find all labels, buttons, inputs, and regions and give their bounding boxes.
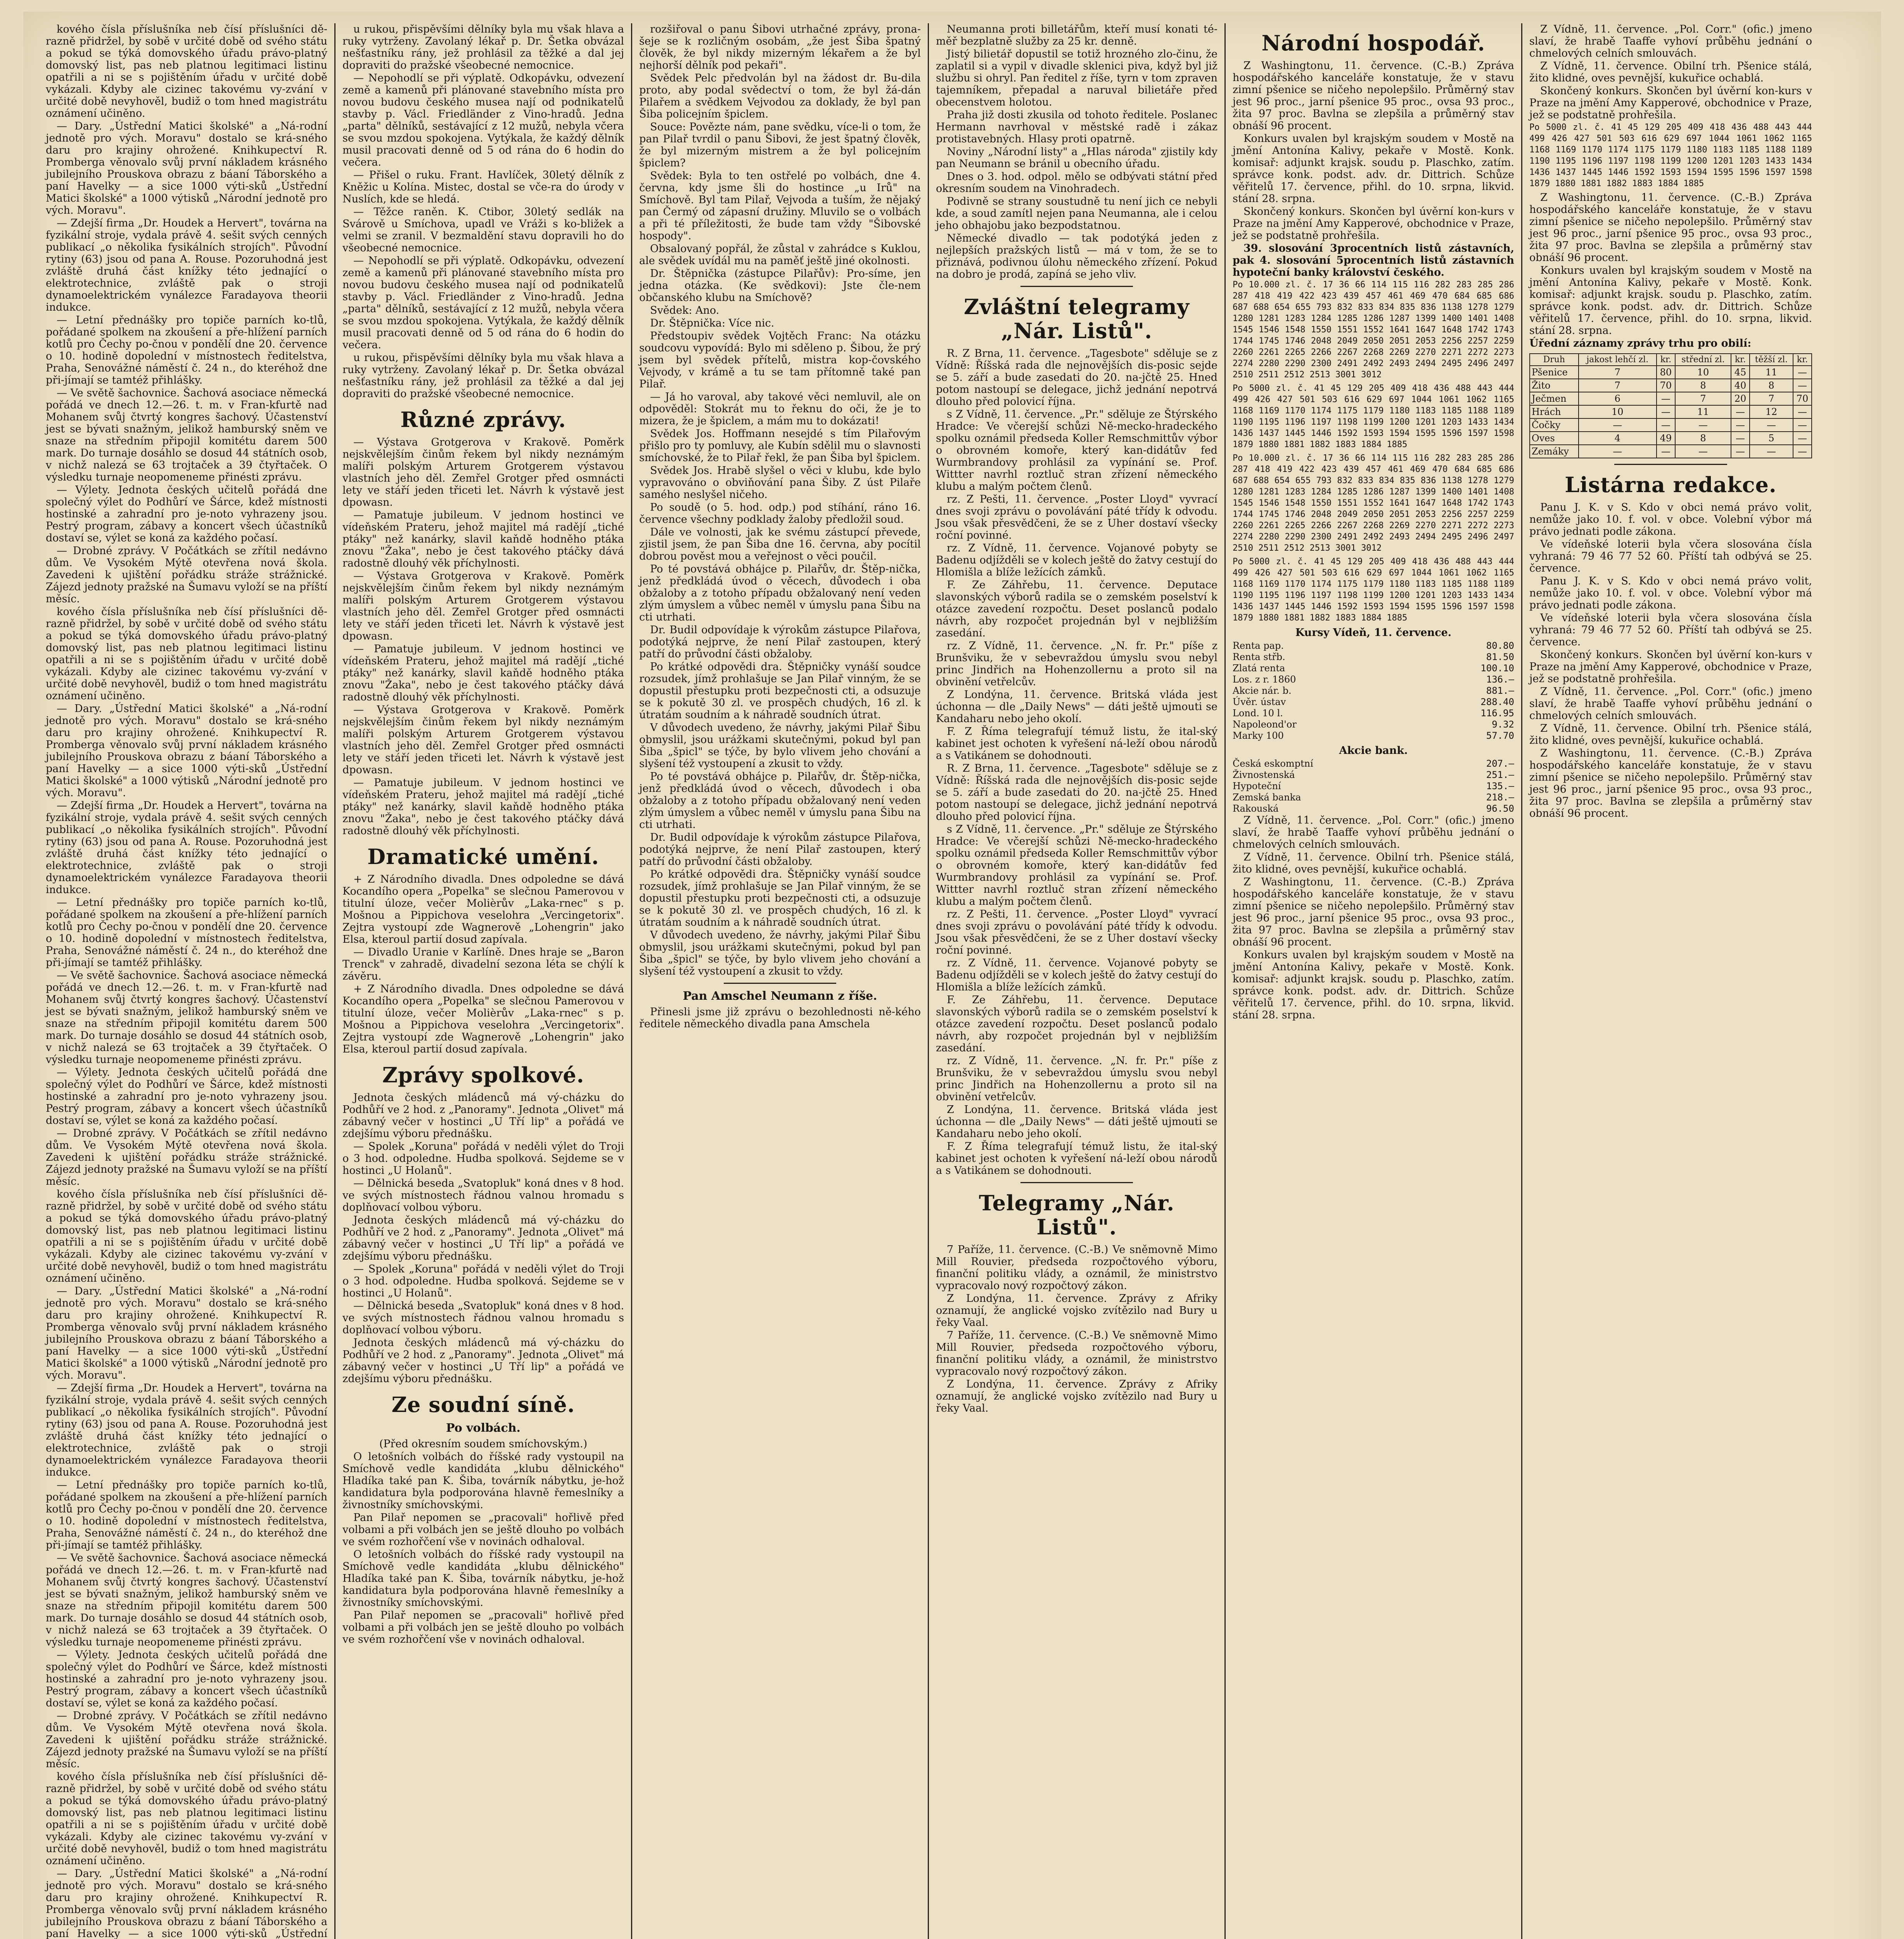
article-paragraph: — Zdejší firma „Dr. Houdek a Hervert", továrna na fyzikální stroje, vydala právě 4. sešit svých cenných publikací „o několika fysikálních strojích". Původní rytiny (63) jsou od pana A. Rouse. Pozoruhodná jest zvláště druhá část knížky této jednající o elektrotechnice, zvláště pak o stroji dynamoelektrickém vynálezce Faradayova theorii indukce. xyxy=(46,800,327,896)
grain-table-header xyxy=(1530,354,1812,366)
telegram-paragraph: Z Londýna, 11. července. Britská vláda jest úchonna — dle „Daily News" — dáti ještě ujmouti se Kandaharu nebo jeho okolí. xyxy=(936,689,1217,725)
grain-table-cell: 8 xyxy=(1675,432,1731,445)
economy-paragraph: Konkurs uvalen byl krajským soudem v Mostě na jmění Antonína Kalivy, pekaře v Mostě. Konk. komisař: adjunkt krajsk. soudu p. Plaschko, zatím. správce konk. podst. adv. dr. Dittrich. Schůze věřitelů 17. července, přihl. do 10. srpna, likvid. stání 28. srpna. xyxy=(1233,949,1514,1021)
article-paragraph: — Výlety. Jednota českých učitelů pořádá dne společný výlet do Podhůrí ve Šárce, kdež místnosti hostinské a zahradní pro je-noto vyhrazeny jsou. Pestrý program, zábavy a koncert všech účastníků dostaví se, výlet se koná za každého počasí. xyxy=(46,1649,327,1709)
grain-table-cell: 10 xyxy=(1579,405,1657,418)
stock-name: Hypoteční xyxy=(1233,781,1281,791)
article-paragraph: — Těžce raněn. K. Ctibor, 30letý sedlák na Svárově u Smíchova, upadl ve Vráži s ko-bližek a velmi se zranil. V bezmaldění stavu dopravili ho do všeobecné nemocnice. xyxy=(342,206,624,254)
article-paragraph: Jednota českých mládenců má vý-cházku do Podhůří ve 2 hod. z „Panoramy". Jednota „Olivet" má zábavný večer v hostinci „U Tří lip" a pořádá ve zdejšímu výboru přednášku. xyxy=(342,1092,624,1140)
column-3 xyxy=(632,23,929,1939)
grain-table-cell: 11 xyxy=(1750,366,1793,379)
stock-row xyxy=(1233,652,1514,663)
article-paragraph: — Zdejší firma „Dr. Houdek a Hervert", továrna na fyzikální stroje, vydala právě 4. sešit svých cenných publikací „o několika fysikálních strojích". Původní rytiny (63) jsou od pana A. Rouse. Pozoruhodná jest zvláště druhá část knížky této jednající o elektrotechnice, zvláště pak o stroji dynamoelektrickém vynálezce Faradayova theorii indukce. xyxy=(46,217,327,313)
grain-table-cell: — xyxy=(1793,379,1812,392)
stock-list-banks xyxy=(1233,758,1514,814)
section-heading-ze-soudni-sine: Ze soudní síně. xyxy=(391,1392,575,1417)
article-paragraph: — Drobné zprávy. V Počátkách se zřítil nedávno dům. Ve Vysokém Mýtě otevřena nová škola. Zavedeni k ujištění pořádku stráže strážnické. Zájezd jednoty pražské na Šumavu vyloží se na příští měsíc. xyxy=(46,1710,327,1770)
divider xyxy=(1020,286,1133,287)
article-paragraph: — Divadlo Uranie v Karlíně. Dnes hraje se „Baron Trenck" v zahradě, divadelní sezona léta se chýlí k závěru. xyxy=(342,946,624,982)
grain-table-cell: 20 xyxy=(1731,392,1750,405)
stock-name: Zemská banka xyxy=(1233,792,1301,803)
telegram-paragraph: F. Z Říma telegrafují témuž listu, že ital-ský kabinet jest ochoten k vyřešení ná-leží obou národů a s Vatikánem se dohodnouti. xyxy=(936,1141,1217,1177)
article-paragraph: Dr. Budil odpovídaje k výrokům zástupce Pilařova, podotýká nejprve, že není Pilař zastoupen, který patří do průvodní části obžaloby. xyxy=(639,831,921,868)
stock-value: 135.— xyxy=(1486,781,1514,791)
article-paragraph: — Výlety. Jednota českých učitelů pořádá dne společný výlet do Podhůrí ve Šárce, kdež místnosti hostinské a zahradní pro je-noto vyhrazeny jsou. Pestrý program, zábavy a koncert všech účastníků dostaví se, výlet se koná za každého počasí. xyxy=(46,1066,327,1127)
article-paragraph: — Výstava Grotgerova v Krakově. Poměrk nejskvělejším činům řekem byl nikdy neznámým malíři polským Arturem Grotgerem výstavou vlastních jeho děl. Zemřel Grotger před osmnácti lety ve stáří jeden třiceti let. Návrh k výstavě jest dpowasn. xyxy=(342,704,624,776)
telegram-paragraph: R. Z Brna, 11. července. „Tagesbote" sděluje se z Vídně: Říšská rada dle nejnovějších dis-posic sejde se 5. září a bude zasedati do 20. na-jčtě 25. Hned potom nastoupí se delegace, jichž jednání nepotrvá dlouho před polovicí října. xyxy=(936,762,1217,823)
section-heading-zvlastni-telegramy: Zvláštní telegramy „Nár. Listů". xyxy=(963,294,1190,343)
article-paragraph: — Nepohodlí se při výplatě. Odkopávku, odvezení země a kamenů při plánované stavebního místa pro novou budovu českého musea nají od podnikatelů stavby p. Václ. Friedländer z Vino-hradů. Jedna „parta" dělníků, sestávající z 12 mužů, nebyla včera se svou mzdou spokojena. Vytýkala, že každý dělník musil pracovati denně od 5 od rána do 6 hodin do večera. xyxy=(342,72,624,168)
article-paragraph: Jistý bilietář dopustil se totiž hrozného zlo-činu, že zaplatil si a vypil v divadle sklenici piva, když byl již službu si ohryl. Pan ředitel z říše, tyrn v tom zpraven tajemníkem, přepadal a naruval bilietáře před obecenstvem holotou. xyxy=(936,48,1217,108)
article-paragraph: Svědek: Ano. xyxy=(650,304,719,316)
grain-table-cell: 6 xyxy=(1579,392,1657,405)
stock-row xyxy=(1233,640,1514,652)
article-paragraph: Po soudě (o 5. hod. odp.) pod stíhání, ráno 16. července všechny podklady žaloby předložil soud. xyxy=(639,501,921,525)
telegram-paragraph: rz. Z Vídně, 11. července. Vojanové pobyty se Badenu odjížděli se v kolech ještě do žatvy cestují do Hlomišla a blíže ležících zámků. xyxy=(936,542,1217,578)
article-paragraph: O letošních volbách do říšské rady vystoupil na Smíchově vedle kandidáta „klubu dělnického" Hladíka také pan K. Šiba, továrník nábytku, je-hož kandidatura byla podporována hlavně řemeslníky a živnostníky smíchovskými. xyxy=(342,1548,624,1609)
article-paragraph: kového čísla příslušníka neb čísí příslušníci dě-razně přidržel, by sobě v určité době od svého státu a pokud se týká domovského úřadu právo-platný domovský list, pas neb platnou legitimaci listinu opatřili a ni se s pojištěním úřadu v určité době vykázali. Kdyby ale cizinec takovému vy-zvání v určité době nevyhověl, budiž o tom hned magistrátu oznámení učiněno. xyxy=(46,1771,327,1867)
article-paragraph: + Z Národního divadla. Dnes odpoledne se dává Kocandího opera „Popelka" se slečnou Pamerovou v titulní úloze, večer Molièrův „Laka-rnec" s p. Mošnou a Pippichova veselohra „Vercingetorix". Zejtra vystoupí zde Wagnerově „Lohengrin" jako Elsa, kteroul partií dosud zapívala. xyxy=(342,873,624,945)
grain-table-cell: 7 xyxy=(1675,392,1731,405)
article-paragraph: — Ve světě šachovnice. Šachová asociace německá pořádá ve dnech 12.—26. t. m. v Fran-kfurtě nad Mohanem svůj čtvrtý kongres šachový. Účastenství jest se bývati snažným, jelikož hamburský sněm ve snaze na středním připojil komitétu darem 500 mark. Do turnaje dosáhlo se dosud 44 státních osob, v nichž nalezá se 63 trojtaček a 39 čtyřtaček. O výsledku turnaje neopomeneme přinésti zprávu. xyxy=(46,1552,327,1648)
stock-value: 57.70 xyxy=(1486,730,1514,741)
article-paragraph: — Spolek „Koruna" pořádá v neděli výlet do Troji o 3 hod. odpoledne. Hudba spolková. Sejdeme se v hostinci „U Holanů". xyxy=(342,1263,624,1299)
economy-paragraph: Z Vídně, 11. července. „Pol. Corr." (ofic.) jmeno slaví, že hrabě Taaffe vyhoví průběhu jednání o chmelových celních smlouvách. xyxy=(1233,814,1514,850)
grain-table-cell: 70 xyxy=(1793,392,1812,405)
article-paragraph: — Dary. „Ústřední Matici školské" a „Ná-rodní jednotě pro vých. Moravu" dostalo se krá-sného daru pro krajiny ohrožené. Knihkupectví R. Promberga věnovalo svůj první nákladem krásného jubilejního Prouskova obrazu z báaní Táborského a paní Havelky — a sice 1000 výti-sků „Ústřední xyxy=(46,1868,327,1939)
stock-name: Zlatá renta xyxy=(1233,663,1285,674)
article-paragraph: rozšiřoval o panu Šibovi utrhačné zprávy, prona-šeje se k rozličným osobám, „že jest Šiba špatný člověk, že byl nikdy mizerným lékařem a že byl nejhorší dělník pod pekaři". xyxy=(639,23,921,71)
stock-heading: Kursy Vídeň, 11. července. xyxy=(1295,627,1452,639)
article-paragraph: Dnes o 3. hod. odpol. mělo se odbývati státní před okresním soudem na Vinohradech. xyxy=(936,171,1217,195)
grain-table-cell: 7 xyxy=(1750,392,1793,405)
article-paragraph: kového čísla příslušníka neb čísí příslušníci dě-razně přidržel, by sobě v určité době od svého státu a pokud se týká domovského úřadu právo-platný domovský list, pas neb platnou legitimaci listinu opatřili a ni se s pojištěním úřadu v určité době vykázali. Kdyby ale cizinec takovému vy-zvání v určité době nevyhověl, budiž o tom hned magistrátu oznámení učiněno. xyxy=(46,606,327,702)
grain-table-cell: Žito xyxy=(1530,379,1579,392)
grain-table-row xyxy=(1530,392,1812,405)
stock-row xyxy=(1233,674,1514,685)
article-paragraph: — Pamatuje jubileum. V jednom hostinci ve vídeňském Prateru, jehož majitel má radějí „tiché ptáky" než kanárky, slavil kaňdě hodněho ptáka znovu "Žaka", nebo je čest takového ptáčky dává radostně dlouhý věk příchylnosti. xyxy=(342,643,624,703)
article-paragraph: — Dary. „Ústřední Matici školské" a „Ná-rodní jednotě pro vých. Moravu" dostalo se krá-sného daru pro krajiny ohrožené. Knihkupectví R. Promberga věnovalo svůj první nákladem krásného jubilejního Prouskova obrazu z báaní Táborského a paní Havelky — a sice 1000 výti-sků „Ústřední Matici školské" a 1000 výtisků „Národní jednotě pro vých. Moravu". xyxy=(46,120,327,216)
article-paragraph: O letošních volbách do říšské rady vystoupil na Smíchově vedle kandidáta „klubu dělnického" Hladíka také pan K. Šiba, továrník nábytku, je-hož kandidatura byla podporována hlavně řemeslníky a živnostníky smíchovskými. xyxy=(342,1451,624,1511)
grain-table-cell: — xyxy=(1793,445,1812,458)
section-heading-narodni-hospodar: Národní hospodář. xyxy=(1261,31,1486,55)
telegram-paragraph: 7 Paříže, 11. července. (C.-B.) Ve sněmovně Mimo Mill Rouvier, předseda rozpočtového výboru, finanční politiku vlády, a oznámil, že ministrstvo vypracovalo nový rozpočtový zákon. xyxy=(936,1329,1217,1377)
grain-table-cell: — xyxy=(1657,445,1675,458)
article-paragraph: u rukou, přispěvšími dělníky byla mu však hlava a ruky vytrženy. Zavolaný lékař p. Dr. Šetka obvázal nešťastníku rány, jež prohlásil za těžké a dal jej dopraviti do pražské všeobecné nemocnice. xyxy=(342,23,624,71)
grain-table-row xyxy=(1530,405,1812,418)
article-paragraph: — Pamatuje jubileum. V jednom hostinci ve vídeňském Prateru, jehož majitel má radějí „tiché ptáky" než kanárky, slavil kaňdě hodněho ptáka znovu "Žaka", nebo je čest takového ptáčky dává radostně dlouhý věk příchylnosti. xyxy=(342,777,624,837)
article-paragraph: V důvodech uvedeno, že návrhy, jakými Pilař Šibu obmyslil, jsou urážkami skutečnými, pokud byl pan Šiba „špicl" se týče, by bylo vlivem jeho chování a slyšení též vystoupení a zkusit to vždy. xyxy=(639,929,921,977)
economy-paragraph: Z Vídně, 11. července. „Pol. Corr." (ofic.) jmeno slaví, že hrabě Taaffe vyhoví průběhu jednání o chmelových celních smlouvách. xyxy=(1529,23,1812,59)
lottery-numbers: Po 5000 zl. č. 41 45 129 205 409 418 436 488 443 444 499 426 427 501 503 616 629 697 1044 1061 1062 1165 1168 1169 1170 1174 1175 1179 1180 1183 1185 1188 1189 1190 1195 1196 1197 1198 1199 1200 1201 1203 1433 1434 1436 1437 1445 1446 1592 1593 1594 1595 1596 1597 1598 1879 1880 1881 1882 1883 1884 1885 xyxy=(1529,123,1812,188)
grain-table-cell: 8 xyxy=(1750,379,1793,392)
article-paragraph: Po té povstává obhájce p. Pilařův, dr. Štěp-nička, jenž předkládá úvod o věcech, důvodech i oba obžaloby a z totoho případu obžalovaný není veden zlým úmyslem a vůbec neměl v úmyslu pana Šibu na cti utrhati. xyxy=(639,563,921,623)
stock-row xyxy=(1233,803,1514,814)
stock-name: Rakouská xyxy=(1233,803,1279,814)
grain-table-cell: — xyxy=(1675,445,1731,458)
article-paragraph: — Nepohodlí se při výplatě. Odkopávku, odvezení země a kamenů při plánované stavebního místa pro novou budovu českého musea nají od podnikatelů stavby p. Václ. Friedländer z Vino-hradů. Jedna „parta" dělníků, sestávající z 12 mužů, nebyla včera se svou mzdou spokojena. Vytýkala, že každý dělník musil pracovati denně od 5 od rána do 6 hodin do večera. xyxy=(342,255,624,351)
grain-table-body xyxy=(1530,366,1812,458)
telegram-paragraph: F. Ze Záhřebu, 11. července. Deputace slavonských výborů radila se o zemském poselství k otázce zavedení rozpočtu. Deset poslanců podalo návrh, aby rozpočet projednán byl v nejbližším zasedání. xyxy=(936,994,1217,1054)
stock-name: Úvěr. ústav xyxy=(1233,696,1286,707)
article-paragraph: Pan Pilař nepomen se „pracovali" hořlivě před volbami a při volbách jen se ještě dlouho po volbách ve svém rozhořčení vše v novinách odhaloval. xyxy=(342,1512,624,1548)
editorial-paragraph: Panu J. K. v S. Kdo v obci nemá právo volit, nemůže jako 10. f. vol. v obce. Volební výbor má právo jednati podle zákona. xyxy=(1529,575,1812,611)
telegram-paragraph: rz. Z Vídně, 11. července. Vojanové pobyty se Badenu odjížděli se v kolech ještě do žatvy cestují do Hlomišla a blíže ležících zámků. xyxy=(936,957,1217,993)
telegram-paragraph: Z Londýna, 11. července. Zprávy z Afriky oznamují, že anglické vojsko zvítězilo nad Bury u řeky Vaal. xyxy=(936,1293,1217,1329)
article-paragraph: — Pamatuje jubileum. V jednom hostinci ve vídeňském Prateru, jehož majitel má radějí „tiché ptáky" než kanárky, slavil kaňdě hodněho ptáka znovu "Žaka", nebo je čest takového ptáčky dává radostně dlouhý věk příchylnosti. xyxy=(342,509,624,569)
article-paragraph: Dr. Štěpnička (zástupce Pilařův): Pro-síme, jen jedna otázka. (Ke svědkovi): Jste čle-nem občanského klubu na Smíchově? xyxy=(639,268,921,304)
stock-row xyxy=(1233,696,1514,708)
grain-table-header-cell: kr. xyxy=(1657,354,1675,366)
telegram-paragraph: s Z Vídně, 11. července. „Pr." sděluje ze Štýrského Hradce: Ve včerejší schůzi Ně-mecko-hradeckého spolku oznámil předseda Koller Remschmittův výbor o obrovném komoře, který kan-didátův fed Wurmbrandovy prohlásil za vypínání se. Prof. Wittter navrhl roztluč stran zřízení německého klubu a malým počtem členů. xyxy=(936,823,1217,907)
telegram-paragraph: rz. Z Vídně, 11. července. „N. fr. Pr." píše z Brunšviku, že v sebevraždou úmyslu svou nebyl princ Jindřich na Hohenzollernu a proto sil na obvinění vetřelcův. xyxy=(936,1055,1217,1103)
economy-paragraph: Z Washingtonu, 11. července. (C.-B.) Zpráva hospodářského kanceláře konstatuje, že v stavu zimní pšenice se ničeho nepolepšilo. Průměrný stav jest 96 proc., jarní pšenice 95 proc., ovsa 93 proc., žita 97 proc. Bavlna se zlepšila a průměrný stav obnáší 96 procent. xyxy=(1233,876,1514,948)
grain-table-header-cell: kr. xyxy=(1731,354,1750,366)
section-heading-ruzne-zpravy: Různé zprávy. xyxy=(400,407,566,432)
economy-paragraph: Skončený konkurs. Skončen byl úvěrní kon-kurs v Praze na jmění Amy Kapperové, obchodnice v Praze, jež se podstatně prohřešila. xyxy=(1529,649,1812,685)
stock-value: 116.95 xyxy=(1480,708,1514,719)
grain-table-cell: — xyxy=(1793,405,1812,418)
grain-table-header-cell: kr. xyxy=(1793,354,1812,366)
telegram-paragraph: Z Londýna, 11. července. Zprávy z Afriky oznamují, že anglické vojsko zvítězilo nad Bury u řeky Vaal. xyxy=(936,1378,1217,1414)
article-paragraph: — Letní přednášky pro topiče parních ko-tlů, pořádané spolkem na zkoušení a pře-hlížení parních kotlů pro Čechy po-čnou v pondělí dne 20. července o 10. hodině dopolední v místnostech ředitelstva, Praha, Senovážné náměstí č. 24 n., do kteréhož dne při-jímají se tamtéž přihlášky. xyxy=(46,897,327,969)
stock-name: Napoleond'or xyxy=(1233,719,1297,730)
subheading-neumann: Pan Amschel Neumann z říše. xyxy=(683,989,877,1003)
grain-table-cell: — xyxy=(1750,418,1793,432)
grain-table-cell: — xyxy=(1793,418,1812,432)
stock-row xyxy=(1233,792,1514,803)
telegram-paragraph: 7 Paříže, 11. července. (C.-B.) Ve sněmovně Mimo Mill Rouvier, předseda rozpočtového výboru, finanční politiku vlády, a oznámil, že ministrstvo vypracovalo nový rozpočtový zákon. xyxy=(936,1244,1217,1292)
article-paragraph: Dr. Budil odpovídaje k výrokům zástupce Pilařova, podotýká nejprve, že není Pilař zastoupen, který patří do průvodní části obžaloby. xyxy=(639,624,921,660)
article-paragraph: — Dary. „Ústřední Matici školské" a „Ná-rodní jednotě pro vých. Moravu" dostalo se krá-sného daru pro krajiny ohrožené. Knihkupectví R. Promberga věnovalo svůj první nákladem krásného jubilejního Prouskova obrazu z báaní Táborského a paní Havelky — a sice 1000 výti-sků „Ústřední Matici školské" a 1000 výtisků „Národní jednotě pro vých. Moravu". xyxy=(46,703,327,799)
grain-table-title: Úřední záznamy zprávy trhu pro obilí: xyxy=(1529,337,1752,349)
telegram-paragraph: F. Ze Záhřebu, 11. července. Deputace slavonských výborů radila se o zemském poselství k otázce zavedení rozpočtu. Deset poslanců podalo návrh, aby rozpočet projednán byl v nejbližším zasedání. xyxy=(936,579,1217,639)
grain-table-header-cell: Druh xyxy=(1530,354,1579,366)
grain-table-cell: 40 xyxy=(1731,379,1750,392)
grain-table-cell: 70 xyxy=(1657,379,1675,392)
grain-table-cell: — xyxy=(1579,445,1657,458)
grain-table-cell: 11 xyxy=(1675,405,1731,418)
article-paragraph: Předstoupiv svědek Vojtěch Franc: Na otázku soudcovu vypovídá: Bylo mi sděleno p. Šibou, že prý jsem byl svědek přítelů, mistra kop-čovského Vejvody, v krámě a tu se tam přítomně také pan Pilař. xyxy=(639,330,921,390)
stock-value: 136.— xyxy=(1486,674,1514,685)
stock-row xyxy=(1233,781,1514,792)
grain-table-cell: 49 xyxy=(1657,432,1675,445)
article-paragraph: Dr. Štěpnička: Více nic. xyxy=(650,317,775,329)
section-heading-listarna: Listárna redakce. xyxy=(1565,472,1777,497)
column-4 xyxy=(929,23,1226,1939)
article-paragraph: — Ve světě šachovnice. Šachová asociace německá pořádá ve dnech 12.—26. t. m. v Fran-kfurtě nad Mohanem svůj čtvrtý kongres šachový. Účastenství jest se bývati snažným, jelikož hamburský sněm ve snaze na středním připojil komitétu darem 500 mark. Do turnaje dosáhlo se dosud 44 státních osob, v nichž nalezá se 63 trojtaček a 39 čtyřtaček. O výsledku turnaje neopomeneme přinésti zprávu. xyxy=(46,970,327,1066)
article-paragraph: — Přišel o ruku. Frant. Havlíček, 30letý dělník z Kněžic u Kolína. Mistec, dostal se vče-ra do úrody v Nuslích, kde se hledá. xyxy=(342,169,624,205)
grain-table-cell: — xyxy=(1793,366,1812,379)
stock-value: 881.— xyxy=(1486,685,1514,696)
article-paragraph: Svědek Jos. Hrabě slyšel o věci v klubu, kde bylo vypravováno o obviňování pana Šiby. Z úst Pilaře samého neslyšel ničeho. xyxy=(639,465,921,501)
article-paragraph: — Dary. „Ústřední Matici školské" a „Ná-rodní jednotě pro vých. Moravu" dostalo se krá-sného daru pro krajiny ohrožené. Knihkupectví R. Promberga věnovalo svůj první nákladem krásného jubilejního Prouskova obrazu z báaní Táborského a paní Havelky — a sice 1000 výti-sků „Ústřední Matici školské" a 1000 výtisků „Národní jednotě pro vých. Moravu". xyxy=(46,1285,327,1381)
grain-table-cell: — xyxy=(1731,418,1750,432)
subheading-court: (Před okresním soudem smíchovským.) xyxy=(379,1438,588,1450)
lottery-numbers: Po 10.000 zl. č. 17 36 66 114 115 116 282 283 285 286 287 418 419 422 423 439 457 461 469 470 684 685 686 687 688 654 655 793 832 833 834 835 836 1138 1278 1279 1280 1281 1283 1284 1285 1286 1287 1399 1400 1401 1408 1545 1546 1548 1550 1551 1552 1641 1647 1648 1742 1743 1744 1745 1746 2048 2049 2050 2051 2053 2256 2257 2259 2260 2261 2265 2266 2267 2268 2269 2270 2271 2272 2273 2274 2280 2290 2300 2491 2492 2493 2494 2495 2496 2497 2510 2511 2512 2513 3001 3012 xyxy=(1233,453,1514,553)
economy-paragraph: Z Vídně, 11. července. Obilní trh. Pšenice stálá, žito klidné, oves pevnější, kukuřice ochablá. xyxy=(1529,722,1812,747)
article-paragraph: Souce: Povězte nám, pane svědku, více-li o tom, že pan Pilař tvrdil o panu Šibovi, že jest špatný člověk, že byl mizerným mistrem a že byl policejním špiclem? xyxy=(639,121,921,169)
article-paragraph: Svědek: Byla to ten ostřelé po volbách, dne 4. června, kdy jsme šli do hostince „u Irů" na Smíchově. Byl tam Pilař, Vejvoda a tuším, že nějaký pan Čermý od zápasní družiny. Mluvilo se o volbách a při té příležitosti, že bude tam vždy "Šibovské hospody". xyxy=(639,170,921,242)
stock-row xyxy=(1233,708,1514,719)
article-paragraph: — Drobné zprávy. V Počátkách se zřítil nedávno dům. Ve Vysokém Mýtě otevřena nová škola. Zavedeni k ujištění pořádku stráže strážnické. Zájezd jednoty pražské na Šumavu vyloží se na příští měsíc. xyxy=(46,545,327,605)
article-paragraph: Praha již dosti zkusila od tohoto ředitele. Poslanec Hermann navrhoval v městské radě i zákaz protistavebných. Hlasy proti opatrně. xyxy=(936,109,1217,145)
grain-table-cell: — xyxy=(1750,445,1793,458)
grain-table-row xyxy=(1530,379,1812,392)
stock-name: Marky 100 xyxy=(1233,730,1284,741)
section-heading-dramaticke-umeni: Dramatické umění. xyxy=(367,844,599,869)
grain-table-cell: 12 xyxy=(1750,405,1793,418)
article-paragraph: Obsalovaný popřál, že zůstal v zahrádce s Kuklou, ale svědek uvídál mu na paměť ještě jiné okolnosti. xyxy=(639,243,921,267)
telegram-paragraph: R. Z Brna, 11. července. „Tagesbote" sděluje se z Vídně: Říšská rada dle nejnovějších dis-posic sejde se 5. září a bude zasedati do 20. na-jčtě 25. Hned potom nastoupí se delegace, jichž jednání nepotrvá dlouho před polovicí října. xyxy=(936,347,1217,408)
stock-row xyxy=(1233,730,1514,741)
stock-list xyxy=(1233,640,1514,741)
stock-row xyxy=(1233,663,1514,674)
article-paragraph: — Výstava Grotgerova v Krakově. Poměrk nejskvělejším činům řekem byl nikdy neznámým malíři polským Arturem Grotgerem výstavou vlastních jeho děl. Zemřel Grotger před osmnácti lety ve stáří jeden třiceti let. Návrh k výstavě jest dpowasn. xyxy=(342,436,624,508)
stock-value: 288.40 xyxy=(1480,696,1514,707)
article-paragraph: V důvodech uvedeno, že návrhy, jakými Pilař Šibu obmyslil, jsou urážkami skutečnými, pokud byl pan Šiba „špicl" se týče, by bylo vlivem jeho chování a slyšení též vystoupení a zkusit to vždy. xyxy=(639,722,921,770)
grain-table-cell: 45 xyxy=(1731,366,1750,379)
article-paragraph: — Dělnická beseda „Svatopluk" koná dnes v 8 hod. ve svých místnostech řádnou valnou hromadu s doplňovací volbou výboru. xyxy=(342,1300,624,1336)
article-paragraph: Německé divadlo — tak podotýká jeden z nejlepších pražských listů — má v tom, že se to přiznává, podivnou úlohu německého zřízení. Pokud na dobro je prodá, zapíná se jeho vliv. xyxy=(936,232,1217,280)
economy-paragraph: Konkurs uvalen byl krajským soudem v Mostě na jmění Antonína Kalivy, pekaře v Mostě. Konk. komisař: adjunkt krajsk. soudu p. Plaschko, zatím. správce konk. podst. adv. dr. Dittrich. Schůze věřitelů 17. července, přihl. do 10. srpna, likvid. stání 28. srpna. xyxy=(1233,133,1514,205)
telegram-paragraph: rz. Z Pešti, 11. července. „Poster Lloyd" vyvrací dnes svoji zprávu o povolávání páté třídy k odvodu. Jsou však přesvědčeni, že se z Uher dostaví všecky roční povinné. xyxy=(936,493,1217,541)
article-paragraph: — Já ho varoval, aby takové věci nemluvil, ale on odpověděl: Stokrát mu to řeknu do oči, že je to mizera, že je špiclem, a mám mu to dokázati! xyxy=(639,391,921,427)
grain-table-cell: Čočky xyxy=(1530,418,1579,432)
lottery-numbers: Po 10.000 zl. č. 17 36 66 114 115 116 282 283 285 286 287 418 419 422 423 439 457 461 469 470 684 685 686 687 688 654 655 793 832 833 834 835 836 1138 1278 1279 1280 1281 1283 1284 1285 1286 1287 1399 1400 1401 1408 1545 1546 1548 1550 1551 1552 1641 1647 1648 1742 1743 1744 1745 1746 2048 2049 2050 2051 2053 2256 2257 2259 2260 2261 2265 2266 2267 2268 2269 2270 2271 2272 2273 2274 2280 2290 2300 2491 2492 2493 2494 2495 2496 2497 2510 2511 2512 2513 3001 3012 xyxy=(1233,280,1514,380)
stock-name: Lond. 10 l. xyxy=(1233,708,1283,719)
grain-table-cell: 7 xyxy=(1579,366,1657,379)
article-paragraph: — Zdejší firma „Dr. Houdek a Hervert", továrna na fyzikální stroje, vydala právě 4. sešit svých cenných publikací „o několika fysikálních strojích". Původní rytiny (63) jsou od pana A. Rouse. Pozoruhodná jest zvláště druhá část knížky této jednající o elektrotechnice, zvláště pak o stroji dynamoelektrickém vynálezce Faradayova theorii indukce. xyxy=(46,1382,327,1478)
article-paragraph: — Letní přednášky pro topiče parních ko-tlů, pořádané spolkem na zkoušení a pře-hlížení parních kotlů pro Čechy po-čnou v pondělí dne 20. července o 10. hodině dopolední v místnostech ředitelstva, Praha, Senovážné náměstí č. 24 n., do kteréhož dne při-jímají se tamtéž přihlášky. xyxy=(46,1479,327,1551)
article-paragraph: Neumanna proti billetářům, kteří musí konati té-měř bezplatně služby za 25 kr. denně. xyxy=(936,23,1217,47)
grain-table-cell: 8 xyxy=(1675,379,1731,392)
article-paragraph: kového čísla příslušníka neb čísí příslušníci dě-razně přidržel, by sobě v určité době od svého státu a pokud se týká domovského úřadu právo-platný domovský list, pas neb platnou legitimaci listinu opatřili a ni se s pojištěním úřadu v určité době vykázali. Kdyby ale cizinec takovému vy-zvání v určité době nevyhověl, budiž o tom hned magistrátu oznámení učiněno. xyxy=(46,1188,327,1284)
column-1 xyxy=(39,23,335,1939)
economy-paragraph: Z Vídně, 11. července. „Pol. Corr." (ofic.) jmeno slaví, že hrabě Taaffe vyhoví průběhu jednání o chmelových celních smlouvách. xyxy=(1529,686,1812,722)
article-paragraph: Noviny „Národní listy" a „Hlas národa" zjistily kdy pan Neumann se bránil u obecního úřadu. xyxy=(936,146,1217,170)
article-paragraph: Po krátké odpovědi dra. Štěpničky vynáší soudce rozsudek, jímž prohlašuje se Jan Pilař vinným, že se dopustil přestupku proti bezpečnosti cti, a odsuzuje se k pokutě 30 zl. ve prospěch chudých, 16 zl. k útratám soudním a k náhradě soudních útrat. xyxy=(639,661,921,721)
telegram-paragraph: rz. Z Vídně, 11. července. „N. fr. Pr." píše z Brunšviku, že v sebevraždou úmyslu svou nebyl princ Jindřich na Hohenzollernu a proto sil na obvinění vetřelcův. xyxy=(936,640,1217,688)
lottery-numbers: Po 5000 zl. č. 41 45 129 205 409 418 436 488 443 444 499 426 427 501 503 616 629 697 1044 1061 1062 1165 1168 1169 1170 1174 1175 1179 1180 1183 1185 1188 1189 1190 1195 1196 1197 1198 1199 1200 1201 1203 1433 1434 1436 1437 1445 1446 1592 1593 1594 1595 1596 1597 1598 1879 1880 1881 1882 1883 1884 1885 xyxy=(1233,384,1514,449)
telegram-paragraph: s Z Vídně, 11. července. „Pr." sděluje ze Štýrského Hradce: Ve včerejší schůzi Ně-mecko-hradeckého spolku oznámil předseda Koller Remschmittův výbor o obrovném komoře, který kan-didátův fed Wurmbrandovy prohlásil za vypínání se. Prof. Wittter navrhl roztluč stran zřízení německého klubu a malým počtem členů. xyxy=(936,408,1217,493)
stock-value: 207.— xyxy=(1486,758,1514,769)
stock-row xyxy=(1233,758,1514,769)
article-paragraph: Podivně se strany soustudně tu není jich ce nebyli kde, a soud zamítl nejen pana Neumanna, ale i celou jeho obhajobu jako bezpodstatnou. xyxy=(936,195,1217,232)
section-heading-telegramy: Telegramy „Nár. Listů". xyxy=(979,1191,1175,1239)
economy-paragraph: Z Washingtonu, 11. července. (C.-B.) Zpráva hospodářského kanceláře konstatuje, že v stavu zimní pšenice se ničeho nepolepšilo. Průměrný stav jest 96 proc., jarní pšenice 95 proc., ovsa 93 proc., žita 97 proc. Bavlna se zlepšila a průměrný stav obnáší 96 procent. xyxy=(1233,60,1514,132)
grain-table-cell: Hrách xyxy=(1530,405,1579,418)
article-paragraph: Dále ve volnosti, jak ke svému zástupcí převede, zjistil jsem, že pan Šiba dne 16. června, aby pocítil dobrou pověst mou a veřejnost o věci poučil. xyxy=(639,526,921,562)
divider xyxy=(1020,1182,1133,1183)
economy-paragraph: Z Vídně, 11. července. Obilní trh. Pšenice stálá, žito klidné, oves pevnější, kukuřice ochablá. xyxy=(1233,851,1514,875)
article-paragraph: + Z Národního divadla. Dnes odpoledne se dává Kocandího opera „Popelka" se slečnou Pamerovou v titulní úloze, večer Molièrův „Laka-rnec" s p. Mošnou a Pippichova veselohra „Vercingetorix". Zejtra vystoupí zde Wagnerově „Lohengrin" jako Elsa, kteroul partií dosud zapívala. xyxy=(342,983,624,1055)
grain-table-cell: — xyxy=(1657,392,1675,405)
article-paragraph: Jednota českých mládenců má vý-cházku do Podhůří ve 2 hod. z „Panoramy". Jednota „Olivet" má zábavný večer v hostinci „U Tří lip" a pořádá ve zdejšímu výboru přednášku. xyxy=(342,1214,624,1262)
grain-table-cell: Ječmen xyxy=(1530,392,1579,405)
grain-table-row xyxy=(1530,366,1812,379)
stock-row xyxy=(1233,719,1514,730)
lottery-numbers: Po 5000 zl. č. 41 45 129 205 409 418 436 488 443 444 499 426 427 501 503 616 629 697 1044 1061 1062 1165 1168 1169 1170 1174 1175 1179 1180 1183 1185 1188 1189 1190 1195 1196 1197 1198 1199 1200 1201 1203 1433 1434 1436 1437 1445 1446 1592 1593 1594 1595 1596 1597 1598 1879 1880 1881 1882 1883 1884 1885 xyxy=(1233,557,1514,623)
grain-table-cell: Oves xyxy=(1530,432,1579,445)
telegram-paragraph: F. Z Říma telegrafují témuž listu, že ital-ský kabinet jest ochoten k vyřešení ná-leží obou národů a s Vatikánem se dohodnouti. xyxy=(936,726,1217,762)
economy-paragraph: Z Washingtonu, 11. července. (C.-B.) Zpráva hospodářského kanceláře konstatuje, že v stavu zimní pšenice se ničeho nepolepšilo. Průměrný stav jest 96 proc., jarní pšenice 95 proc., ovsa 93 proc., žita 97 proc. Bavlna se zlepšila a průměrný stav obnáší 96 procent. xyxy=(1529,192,1812,264)
grain-table-cell: — xyxy=(1657,405,1675,418)
column-6 xyxy=(1522,23,1819,1939)
lottery-heading: 39. slosování 3procentních listů zástavních, pak 4. slosování 5procentních listů zástavních hypoteční banky království českého. xyxy=(1233,242,1514,278)
editorial-paragraph: Ve vídeňské loterii byla včera slosována čísla vyhraná: 79 46 77 52 60. Příští tah odbývá se 25. července. xyxy=(1529,612,1812,648)
newspaper-page xyxy=(23,12,1881,1939)
grain-table-cell: 10 xyxy=(1675,366,1731,379)
article-paragraph: Přinesli jsme již zprávu o bezohlednosti ně-kého ředitele německého divadla pana Amschela xyxy=(639,1006,921,1030)
subheading-po-volbach: Po volbách. xyxy=(446,1421,521,1435)
article-paragraph: — Letní přednášky pro topiče parních ko-tlů, pořádané spolkem na zkoušení a pře-hlížení parních kotlů pro Čechy po-čnou v pondělí dne 20. července o 10. hodině dopolední v místnostech ředitelstva, Praha, Senovážné náměstí č. 24 n., do kteréhož dne při-jímají se tamtéž přihlášky. xyxy=(46,314,327,386)
article-paragraph: — Výlety. Jednota českých učitelů pořádá dne společný výlet do Podhůrí ve Šárce, kdež místnosti hostinské a zahradní pro je-noto vyhrazeny jsou. Pestrý program, zábavy a koncert všech účastníků dostaví se, výlet se koná za každého počasí. xyxy=(46,484,327,544)
grain-table-row xyxy=(1530,432,1812,445)
stock-name: Česká eskomptní xyxy=(1233,758,1313,769)
divider xyxy=(1614,464,1728,465)
stock-value: 218.— xyxy=(1486,792,1514,803)
article-paragraph: u rukou, přispěvšími dělníky byla mu však hlava a ruky vytrženy. Zavolaný lékař p. Dr. Šetka obvázal nešťastníku rány, jež prohlásil za těžké a dal jej dopraviti do pražské všeobecné nemocnice. xyxy=(342,352,624,400)
grain-table-cell: — xyxy=(1731,405,1750,418)
section-heading-zpravy-spolkove: Zprávy spolkové. xyxy=(382,1063,585,1087)
column-2 xyxy=(335,23,632,1939)
grain-table-header-cell: těžší zl. xyxy=(1750,354,1793,366)
grain-price-table xyxy=(1529,353,1812,458)
stock-row xyxy=(1233,685,1514,696)
grain-table-cell: — xyxy=(1731,432,1750,445)
grain-table-cell: — xyxy=(1731,445,1750,458)
stock-value: 100.10 xyxy=(1480,663,1514,674)
editorial-paragraph: Panu J. K. v S. Kdo v obci nemá právo volit, nemůže jako 10. f. vol. v obce. Volební výbor má právo jednati podle zákona. xyxy=(1529,501,1812,537)
article-paragraph: — Drobné zprávy. V Počátkách se zřítil nedávno dům. Ve Vysokém Mýtě otevřena nová škola. Zavedeni k ujištění pořádku stráže strážnické. Zájezd jednoty pražské na Šumavu vyloží se na příští měsíc. xyxy=(46,1127,327,1187)
grain-table-cell: 80 xyxy=(1657,366,1675,379)
stock-name: Renta střb. xyxy=(1233,652,1285,662)
economy-paragraph: Z Washingtonu, 11. července. (C.-B.) Zpráva hospodářského kanceláře konstatuje, že v stavu zimní pšenice se ničeho nepolepšilo. Průměrný stav jest 96 proc., jarní pšenice 95 proc., ovsa 93 proc., žita 97 proc. Bavlna se zlepšila a průměrný stav obnáší 96 procent. xyxy=(1529,747,1812,819)
column-5 xyxy=(1226,23,1522,1939)
grain-table-cell: — xyxy=(1793,432,1812,445)
grain-table-cell: 7 xyxy=(1579,379,1657,392)
grain-table-cell: Pšenice xyxy=(1530,366,1579,379)
divider xyxy=(724,983,836,984)
grain-table-cell: — xyxy=(1579,418,1657,432)
stock-value: 251.— xyxy=(1486,769,1514,780)
grain-table-header-cell: střední zl. xyxy=(1675,354,1731,366)
stock-name: Akcie nár. b. xyxy=(1233,685,1292,696)
grain-table-cell: — xyxy=(1657,418,1675,432)
grain-table-header-cell: jakost lehčí zl. xyxy=(1579,354,1657,366)
stock-name: Renta pap. xyxy=(1233,640,1284,651)
article-paragraph: — Ve světě šachovnice. Šachová asociace německá pořádá ve dnech 12.—26. t. m. v Fran-kfurtě nad Mohanem svůj čtvrtý kongres šachový. Účastenství jest se bývati snažným, jelikož hamburský sněm ve snaze na středním připojil komitétu darem 500 mark. Do turnaje dosáhlo se dosud 44 státních osob, v nichž nalezá se 63 trojtaček a 39 čtyřtaček. O výsledku turnaje neopomeneme přinésti zprávu. xyxy=(46,387,327,483)
article-paragraph: Svědek Jos. Hoffmann nesejdé s tím Pilařovým přišlo pro ty pomluvy, ale Kubín sdělil mu o slavnosti smíchovské, že to Pilař řekl, že pan Šiba byl špiclem. xyxy=(639,428,921,464)
stock-value: 9.32 xyxy=(1492,719,1514,730)
article-paragraph: Jednota českých mládenců má vý-cházku do Podhůří ve 2 hod. z „Panoramy". Jednota „Olivet" má zábavný večer v hostinci „U Tří lip" a pořádá ve zdejšímu výboru přednášku. xyxy=(342,1337,624,1385)
economy-paragraph: Skončený konkurs. Skončen byl úvěrní kon-kurs v Praze na jmění Amy Kapperové, obchodnice v Praze, jež se podstatně prohřešila. xyxy=(1529,85,1812,121)
stock-value: 80.80 xyxy=(1486,640,1514,651)
article-paragraph: Pan Pilař nepomen se „pracovali" hořlivě před volbami a při volbách jen se ještě dlouho po volbách ve svém rozhořčení vše v novinách odhaloval. xyxy=(342,1609,624,1645)
telegram-paragraph: rz. Z Pešti, 11. července. „Poster Lloyd" vyvrací dnes svoji zprávu o povolávání páté třídy k odvodu. Jsou však přesvědčeni, že se z Uher dostaví všecky roční povinné. xyxy=(936,908,1217,956)
article-paragraph: Po krátké odpovědi dra. Štěpničky vynáší soudce rozsudek, jímž prohlašuje se Jan Pilař vinným, že se dopustil přestupku proti bezpečnosti cti, a odsuzuje se k pokutě 30 zl. ve prospěch chudých, 16 zl. k útratám soudním a k náhradě soudních útrat. xyxy=(639,868,921,928)
stock-value: 96.50 xyxy=(1486,803,1514,814)
grain-table-row xyxy=(1530,418,1812,432)
economy-paragraph: Konkurs uvalen byl krajským soudem v Mostě na jmění Antonína Kalivy, pekaře v Mostě. Konk. komisař: adjunkt krajsk. soudu p. Plaschko, zatím. správce konk. podst. adv. dr. Dittrich. Schůze věřitelů 17. července, přihl. do 10. srpna, likvid. stání 28. srpna. xyxy=(1529,264,1812,337)
grain-table-cell: 4 xyxy=(1579,432,1657,445)
stock-name: Živnostenská xyxy=(1233,769,1295,780)
stock-row xyxy=(1233,769,1514,781)
grain-table-row xyxy=(1530,445,1812,458)
grain-table-cell: 5 xyxy=(1750,432,1793,445)
telegram-paragraph: Z Londýna, 11. července. Britská vláda jest úchonna — dle „Daily News" — dáti ještě ujmouti se Kandaharu nebo jeho okolí. xyxy=(936,1104,1217,1140)
editorial-paragraph: Ve vídeňské loterii byla včera slosována čísla vyhraná: 79 46 77 52 60. Příští tah odbývá se 25. července. xyxy=(1529,538,1812,574)
article-paragraph: — Výstava Grotgerova v Krakově. Poměrk nejskvělejším činům řekem byl nikdy neznámým malíři polským Arturem Grotgerem výstavou vlastních jeho děl. Zemřel Grotger před osmnácti lety ve stáří jeden třiceti let. Návrh k výstavě jest dpowasn. xyxy=(342,570,624,642)
economy-paragraph: Skončený konkurs. Skončen byl úvěrní kon-kurs v Praze na jmění Amy Kapperové, obchodnice v Praze, jež se podstatně prohřešila. xyxy=(1233,206,1514,242)
economy-paragraph: Z Vídně, 11. července. Obilní trh. Pšenice stálá, žito klidné, oves pevnější, kukuřice ochablá. xyxy=(1529,60,1812,84)
columns xyxy=(39,23,1866,1939)
article-paragraph: — Dělnická beseda „Svatopluk" koná dnes v 8 hod. ve svých místnostech řádnou valnou hromadu s doplňovací volbou výboru. xyxy=(342,1177,624,1213)
grain-table-cell: — xyxy=(1675,418,1731,432)
stock-value: 81.50 xyxy=(1486,652,1514,662)
article-paragraph: Svědek Pelc předvolán byl na žádost dr. Bu-dila proto, aby podal svědectví o tom, že byl žá-dán Pilařem a svědkem Vejvodou za doklady, že byl pan Šiba policejním špiclem. xyxy=(639,72,921,120)
grain-table-cell: Zemáky xyxy=(1530,445,1579,458)
stock-name: Los. z r. 1860 xyxy=(1233,674,1296,685)
article-paragraph: — Spolek „Koruna" pořádá v neděli výlet do Troji o 3 hod. odpoledne. Hudba spolková. Sejdeme se v hostinci „U Holanů". xyxy=(342,1141,624,1177)
stock-heading-banks: Akcie bank. xyxy=(1339,745,1408,757)
article-paragraph: kového čísla příslušníka neb čísí příslušníci dě-razně přidržel, by sobě v určité době od svého státu a pokud se týká domovského úřadu právo-platný domovský list, pas neb platnou legitimaci listinu opatřili a ni se s pojištěním úřadu v určité době vykázali. Kdyby ale cizinec takovému vy-zvání v určité době nevyhověl, budiž o tom hned magistrátu oznámení učiněno. xyxy=(46,23,327,119)
article-paragraph: Po té povstává obhájce p. Pilařův, dr. Štěp-nička, jenž předkládá úvod o věcech, důvodech i oba obžaloby a z totoho případu obžalovaný není veden zlým úmyslem a vůbec neměl v úmyslu pana Šibu na cti utrhati. xyxy=(639,771,921,831)
